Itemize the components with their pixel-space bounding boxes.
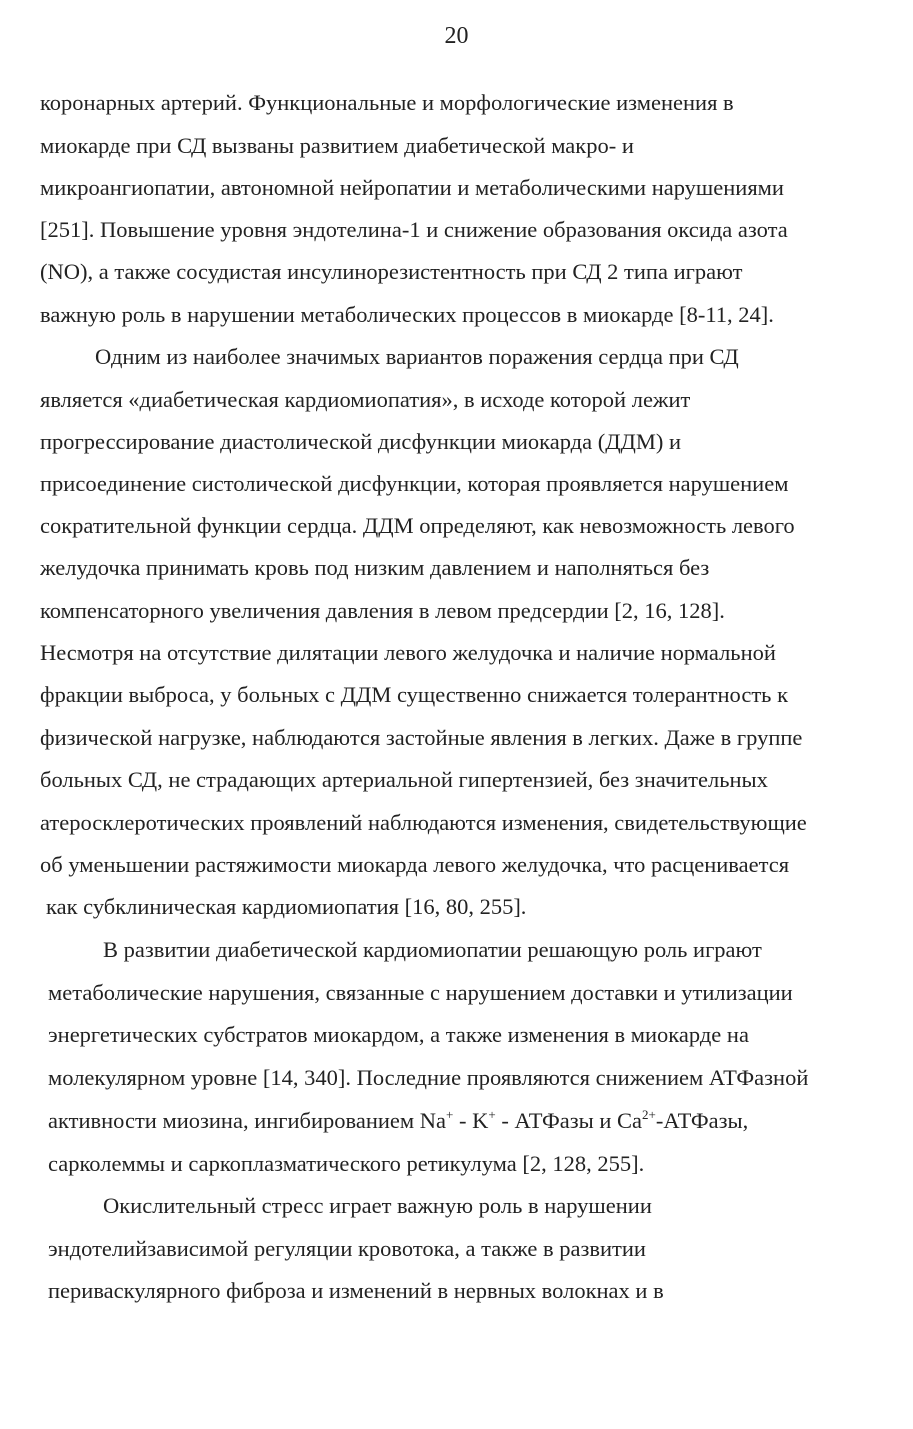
text-line: сарколеммы и саркоплазматического ретикулума [2, 128, 255]. <box>48 1151 645 1176</box>
text-line: присоединение систолической дисфункции, которая проявляется нарушением <box>40 471 789 496</box>
text-line: важную роль в нарушении метаболических процессов в миокарде [8-11, 24]. <box>40 302 774 327</box>
text-line: является «диабетическая кардиомиопатия», в исходе которой лежит <box>40 387 691 412</box>
text-line: атеросклеротических проявлений наблюдаются изменения, свидетельствующие <box>40 810 807 835</box>
text-line: миокарде при СД вызваны развитием диабетической макро- и <box>40 133 634 158</box>
text-line: физической нагрузке, наблюдаются застойные явления в легких. Даже в группе <box>40 725 803 750</box>
text-line: компенсаторного увеличения давления в левом предсердии [2, 16, 128]. <box>40 598 725 623</box>
text-line: Несмотря на отсутствие дилятации левого желудочка и наличие нормальной <box>40 640 776 665</box>
text-line: желудочка принимать кровь под низким давлением и наполняться без <box>40 555 710 580</box>
text-line: [251]. Повышение уровня эндотелина-1 и снижение образования оксида азота <box>40 217 788 242</box>
text-line: метаболические нарушения, связанные с нарушением доставки и утилизации <box>48 980 793 1005</box>
text-line-formula: активности миозина, ингибированием Na+ - K+ - АТФазы и $Ca^{2+}$-АТФазы, <box>48 1107 749 1133</box>
text-line: прогрессирование диастолической дисфункции миокарда (ДДМ) и <box>40 429 682 454</box>
page-number: 20 <box>444 23 469 49</box>
text-line: молекулярном уровне [14, 340]. Последние проявляются снижением АТФазной <box>48 1065 809 1090</box>
text-line: (NO), а также сосудистая инсулинорезистентность при СД 2 типа играют <box>40 259 743 284</box>
text-line: больных СД, не страдающих артериальной гипертензией, без значительных <box>40 767 768 792</box>
text-line: Окислительный стресс играет важную роль в нарушении <box>103 1193 652 1218</box>
text-line: энергетических субстратов миокардом, а также изменения в миокарде на <box>48 1022 749 1047</box>
text-line: об уменьшении растяжимости миокарда левого желудочка, что расценивается <box>40 852 790 877</box>
text-line: микроангиопатии, автономной нейропатии и метаболическими нарушениями <box>40 175 784 200</box>
text-line: фракции выброса, у больных с ДДМ существенно снижается толерантность к <box>40 682 789 707</box>
text-line: сократительной функции сердца. ДДМ определяют, как невозможность левого <box>40 513 795 538</box>
text-line: как субклиническая кардиомиопатия [16, 80, 255]. <box>46 894 527 919</box>
text-line: Одним из наиболее значимых вариантов поражения сердца при СД <box>95 344 739 369</box>
text-line: коронарных артерий. Функциональные и морфологические изменения в <box>40 90 734 115</box>
text-line: периваскулярного фиброза и изменений в нервных волокнах и в <box>48 1278 664 1303</box>
text-line: В развитии диабетической кардиомиопатии решающую роль играют <box>103 937 762 962</box>
text-line: эндотелийзависимой регуляции кровотока, а также в развитии <box>48 1236 646 1261</box>
